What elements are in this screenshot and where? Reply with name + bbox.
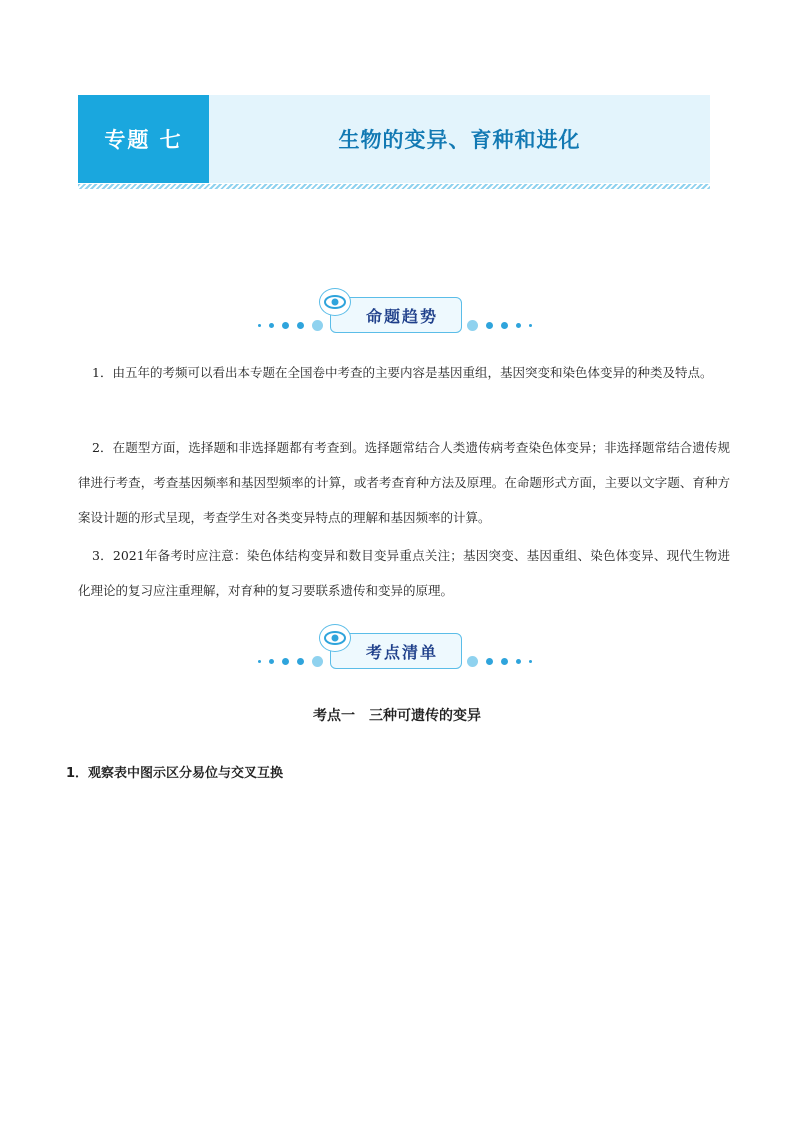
badge-dots-left [258, 656, 323, 667]
trend-badge [250, 296, 540, 340]
topic-label-box [78, 95, 209, 183]
eye-icon [319, 624, 351, 652]
trend-paragraph-2: 2．在题型方面，选择题和非选择题都有考查到。选择题常结合人类遗传病考查染色体变异；非选择题常结合遗传规律进行考查，考查基因频率和基因型频率的计算，或者考查育种方法及原理。在命题形式方面，主要以文字题、育种方案设计题的形式呈现，考查学生对各类变异特点的理解和基因频率的计算。 [78, 440, 730, 525]
badge-dots-left [258, 320, 323, 331]
checklist-badge-pill [330, 633, 462, 669]
eye-icon [319, 288, 351, 316]
trend-paragraph-3: 3．2021年备考时应注意：染色体结构变异和数目变异重点关注；基因突变、基因重组、染色体变异、现代生物进化理论的复习应注重理解，对育种的复习要联系遗传和变异的原理。 [78, 548, 730, 598]
badge-dots-right [467, 320, 532, 331]
topic-label: 专题 七 [104, 128, 183, 152]
checklist-badge-label: 考点清单 [365, 642, 438, 662]
topic-title: 生物的变异、育种和进化 [338, 128, 581, 152]
trend-paragraph-1: 1．由五年的考频可以看出本专题在全国卷中考查的主要内容是基因重组，基因突变和染色体变异的种类及特点。 [92, 365, 713, 380]
item-title: 1．观察表中图示区分易位与交叉互换 [66, 766, 284, 781]
trend-badge-label: 命题趋势 [365, 306, 438, 326]
topic-banner [78, 95, 710, 183]
topic-title-box [209, 95, 710, 183]
checklist-badge [250, 632, 540, 676]
trend-badge-pill [330, 297, 462, 333]
badge-dots-right [467, 656, 532, 667]
point-title: 考点一 三种可遗传的变异 [313, 708, 481, 724]
banner-stripe [78, 184, 710, 189]
